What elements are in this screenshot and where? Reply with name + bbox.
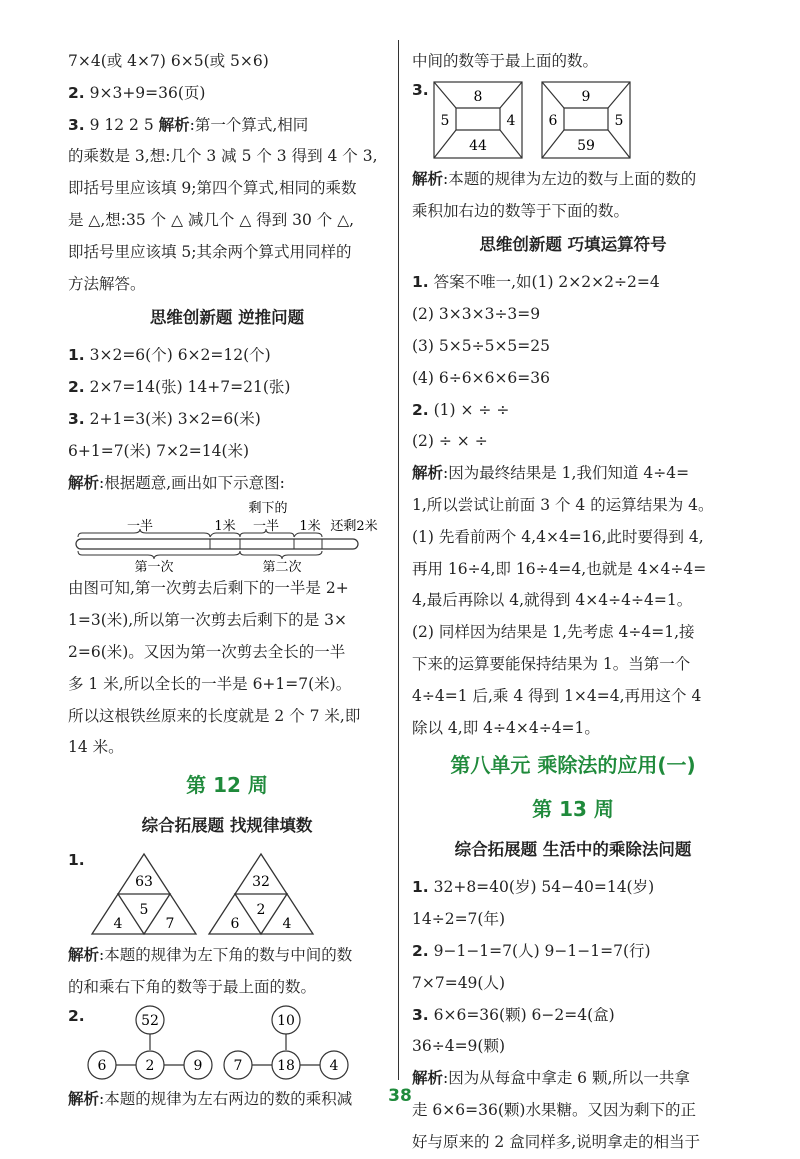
answer-text: 答案不唯一,如(1) 2×2×2÷2=4 [428, 273, 660, 292]
text-line: 多 1 米,所以全长的一半是 6+1=7(米)。 [68, 674, 352, 693]
item-number: 3. [68, 409, 85, 428]
text-line [412, 1000, 734, 1032]
item-number: 2. [412, 400, 429, 419]
circle-left-number: 6 [97, 1057, 107, 1074]
analysis-label: 解析 [158, 115, 190, 134]
analysis-text: :第一个算式,相同 [189, 115, 309, 134]
analysis-label: 解析 [412, 169, 444, 188]
text-line: (2) 同样因为结果是 1,先考虑 4÷4=1,接 [412, 623, 695, 642]
circle-figure-2 [224, 1006, 348, 1079]
diagram-half-label: 一半 [126, 519, 154, 535]
text-line: 7×7=49(人) [412, 973, 506, 992]
item-number: 3. [412, 80, 429, 99]
text-line: (3) 5×5÷5×5=25 [412, 336, 551, 355]
left-column [68, 46, 386, 1116]
item-number: 1. [68, 851, 85, 870]
text-line: 所以这根铁丝原来的长度就是 2 个 7 米,即 [68, 706, 361, 725]
week-heading: 第 13 周 [532, 797, 614, 822]
box-left-number: 6 [548, 112, 558, 129]
text-line: 下来的运算要能保持结果为 1。当第一个 [412, 654, 691, 673]
text-line: 4,最后再除以 4,就得到 4×4÷4÷4=1。 [412, 591, 693, 610]
diagram-1m-label: 1米 [299, 519, 321, 535]
triangle-figures [68, 848, 386, 940]
analysis-text: :本题的规律为左右两边的数的乘积减 [99, 1089, 353, 1108]
text-line [68, 404, 386, 436]
text-line: 好与原来的 2 盒同样多,说明拿走的相当于 [412, 1132, 701, 1151]
item-number: 3. [68, 115, 85, 134]
diagram-first-cut-label: 第一次 [134, 560, 174, 574]
item-number: 1. [412, 878, 429, 897]
wire-diagram [68, 499, 386, 573]
text-line [68, 940, 386, 972]
circle-middle-number: 2 [145, 1057, 155, 1074]
box-figure-2 [542, 82, 630, 158]
analysis-text: :本题的规律为左边的数与上面的数的 [443, 169, 697, 188]
item-number: 1. [412, 273, 429, 292]
text-line: (2) ÷ × ÷ [412, 432, 488, 451]
text-line: (1) 先看前两个 4,4×4=16,此时要得到 4, [412, 527, 704, 546]
text-line: 1=3(米),所以第一次剪去后剩下的是 3× [68, 611, 348, 630]
text-line: 4÷4=1 后,乘 4 得到 1×4=4,再用这个 4 [412, 686, 702, 705]
box-top-number: 8 [473, 88, 483, 105]
analysis-label: 解析 [68, 473, 100, 492]
item-number: 2. [68, 378, 85, 397]
analysis-label: 解析 [68, 1089, 100, 1108]
item-number: 2. [68, 1006, 85, 1025]
analysis-label: 解析 [412, 464, 444, 483]
text-line: (2) 3×3×3÷3=9 [412, 305, 541, 324]
analysis-text: :因为最终结果是 1,我们知道 4÷4= [443, 464, 690, 483]
section-title: 思维创新题 逆推问题 [149, 308, 305, 328]
item-number: 1. [68, 346, 85, 365]
triangle-middle-number: 2 [256, 902, 266, 919]
answer-text: 9×3+9=36(页) [84, 83, 206, 102]
text-line: 除以 4,即 4÷4×4÷4=1。 [412, 718, 600, 737]
analysis-label: 解析 [68, 946, 100, 965]
text-line [412, 395, 734, 427]
box-bottom-number: 44 [469, 137, 487, 154]
circle-figures [68, 1004, 386, 1084]
text-line: 14÷2=7(年) [412, 910, 506, 929]
text-line [412, 458, 734, 490]
answer-text: 3×2=6(个) 6×2=12(个) [84, 346, 271, 365]
text-line: 的和乘右下角的数等于最上面的数。 [68, 977, 317, 996]
diagram-rest-label: 还剩2米 [330, 519, 378, 535]
answer-text: 9−1−1=7(人) 9−1−1=7(行) [428, 941, 651, 960]
triangle-figure-2 [209, 854, 313, 934]
circle-right-number: 9 [193, 1057, 203, 1074]
text-line: 36÷4=9(颗) [412, 1037, 506, 1056]
text-line [68, 110, 386, 142]
triangle-middle-number: 5 [139, 902, 149, 919]
answer-text: 6×6=36(颗) 6−2=4(盒) [428, 1005, 615, 1024]
text-line [68, 340, 386, 372]
analysis-label: 解析 [412, 1069, 444, 1088]
circle-middle-number: 18 [277, 1057, 295, 1074]
triangle-top-number: 32 [252, 874, 270, 891]
text-line: 由图可知,第一次剪去后剩下的一半是 2+ [68, 579, 349, 598]
text-line: 的乘数是 3,想:几个 3 减 5 个 3 得到 4 个 3, [68, 147, 378, 166]
text-line: 14 米。 [68, 738, 124, 757]
triangle-figure-1 [92, 854, 196, 934]
answer-text: (1) × ÷ ÷ [428, 400, 510, 419]
text-line [68, 372, 386, 404]
text-line: 即括号里应该填 9;第四个算式,相同的乘数 [68, 179, 357, 198]
text-line: 乘积加右边的数等于下面的数。 [412, 201, 630, 220]
text-line [412, 267, 734, 299]
answer-text: 2×7=14(张) 14+7=21(张) [84, 378, 291, 397]
triangle-top-number: 63 [135, 874, 153, 891]
text-line: 再用 16÷4,即 16÷4=4,也就是 4×4÷4= [412, 559, 707, 578]
circle-top-number: 10 [277, 1012, 295, 1029]
text-line: 即括号里应该填 5;其余两个算式用同样的 [68, 242, 352, 261]
week-heading: 第 12 周 [186, 773, 268, 798]
text-line: 7×4(或 4×7) 6×5(或 5×6) [68, 52, 269, 70]
text-line: 1,所以尝试让前面 3 个 4 的运算结果为 4。 [412, 495, 714, 514]
text-line: 走 6×6=36(颗)水果糖。又因为剩下的正 [412, 1100, 696, 1119]
page-number: 38 [388, 1086, 412, 1106]
triangle-right-number: 4 [282, 916, 292, 933]
text-line: 2=6(米)。又因为第一次剪去全长的一半 [68, 642, 346, 661]
item-number: 2. [68, 83, 85, 102]
analysis-text: :因为从每盒中拿走 6 颗,所以一共拿 [443, 1069, 690, 1088]
unit-heading: 第八单元 乘除法的应用(一) [450, 753, 696, 778]
box-figure-1 [434, 82, 522, 158]
answer-text: 9 12 2 5 [84, 115, 159, 134]
triangle-left-number: 4 [113, 916, 123, 933]
text-line [68, 78, 386, 110]
section-title: 综合拓展题 生活中的乘除法问题 [454, 840, 692, 860]
text-line: 6+1=7(米) 7×2=14(米) [68, 441, 250, 460]
circle-top-number: 52 [141, 1012, 159, 1029]
text-line: 方法解答。 [68, 274, 146, 293]
text-line: 是 △,想:35 个 △ 减几个 △ 得到 30 个 △, [68, 210, 355, 229]
right-column [412, 46, 734, 1159]
section-title: 综合拓展题 找规律填数 [141, 816, 313, 836]
triangle-left-number: 6 [230, 916, 240, 933]
box-top-number: 9 [581, 88, 591, 105]
diagram-half-label: 一半 [252, 519, 280, 535]
analysis-text: :根据题意,画出如下示意图: [99, 473, 285, 492]
item-number: 2. [412, 941, 429, 960]
diagram-1m-label: 1米 [214, 519, 236, 535]
diagram-second-cut-label: 第二次 [262, 560, 302, 574]
box-bottom-number: 59 [577, 137, 595, 154]
item-number: 3. [412, 1005, 429, 1024]
box-right-number: 4 [506, 112, 516, 129]
circle-right-number: 4 [329, 1057, 339, 1074]
text-line: (4) 6÷6×6×6=36 [412, 368, 551, 387]
triangle-right-number: 7 [165, 916, 175, 933]
diagram-leftover-label: 剩下的 [248, 501, 288, 517]
text-line: 中间的数等于最上面的数。 [412, 52, 599, 70]
analysis-text: :本题的规律为左下角的数与中间的数 [99, 946, 353, 965]
text-line [68, 468, 386, 500]
circle-figure-1 [88, 1006, 212, 1079]
section-title: 思维创新题 巧填运算符号 [479, 235, 667, 255]
text-line [412, 872, 734, 904]
column-divider [398, 40, 399, 1080]
text-line [412, 936, 734, 968]
box-figures [412, 78, 734, 164]
box-right-number: 5 [614, 112, 624, 129]
box-left-number: 5 [440, 112, 450, 129]
text-line [412, 164, 734, 196]
answer-text: 32+8=40(岁) 54−40=14(岁) [428, 878, 655, 897]
circle-left-number: 7 [233, 1057, 243, 1074]
answer-text: 2+1=3(米) 3×2=6(米) [84, 409, 261, 428]
